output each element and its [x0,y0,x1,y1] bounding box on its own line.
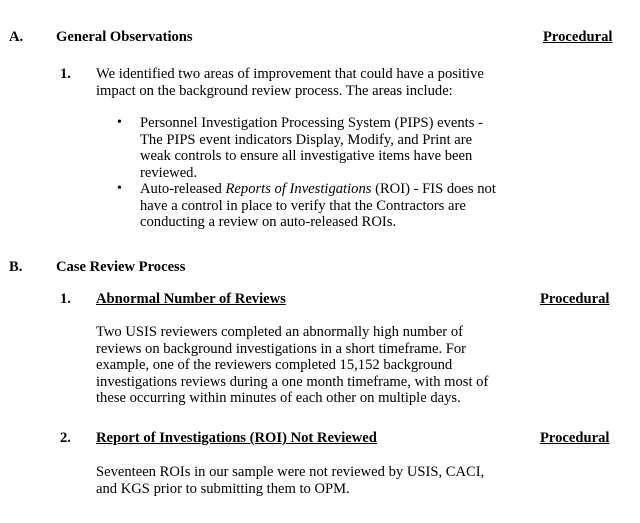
text-line: example, one of the reviewers completed 15,152 background [96,357,453,373]
section-b-title: Case Review Process [56,259,186,275]
section-a-letter: A. [9,29,24,45]
section-b-item-1-text [96,324,546,407]
section-a-item-1-number: 1. [60,66,71,82]
italic-title: Reports of Investigations [225,181,372,197]
bullet-list [117,115,537,231]
text-line: conducting a review on auto-released ROIs. [140,214,397,230]
section-b-item-2-tag: Procedural [540,430,610,446]
text-line: weak controls to ensure all investigative items have been [140,148,473,164]
text-line: The PIPS event indicators Display, Modify, and Print are [140,131,473,148]
text-line: impact on the background review process. The areas include: [96,82,453,99]
bullet-icon: • [117,115,122,130]
text-line: these occurring within minutes of each other on multiple days. [96,390,461,406]
section-a-title: General Observations [56,29,193,45]
section-b-item-2-text [96,464,546,497]
section-b-item-1-number: 1. [60,291,71,307]
text-line [140,181,537,198]
text-line: reviewed. [140,164,198,181]
section-b-item-2-title: Report of Investigations (ROI) Not Reviewed [96,430,377,446]
section-b-letter: B. [9,259,23,275]
text-segment: (ROI) - FIS does not [371,181,496,197]
section-b-item-1-title: Abnormal Number of Reviews [96,291,286,307]
section-a-tag: Procedural [543,29,613,45]
text-line: reviews on background investigations in a short timeframe. For [96,340,467,357]
list-item [117,181,537,231]
section-a-item-1-text [96,66,536,99]
text-line: Personnel Investigation Processing System (PIPS) events - [140,115,483,131]
text-segment: Auto-released [140,181,226,197]
text-line: We identified two areas of improvement that could have a positive [96,66,484,82]
text-line: and KGS prior to submitting them to OPM. [96,480,350,497]
text-line: investigations reviews during a one month timeframe, with most of [96,373,489,390]
text-line: Two USIS reviewers completed an abnormally high number of [96,324,463,340]
section-b-item-1-tag: Procedural [540,291,610,307]
text-line: have a control in place to verify that the Contractors are [140,197,466,214]
text-line: Seventeen ROIs in our sample were not reviewed by USIS, CACI, [96,464,485,480]
bullet-icon: • [117,181,122,196]
list-item [117,115,537,181]
section-b-item-2-number: 2. [60,430,71,446]
